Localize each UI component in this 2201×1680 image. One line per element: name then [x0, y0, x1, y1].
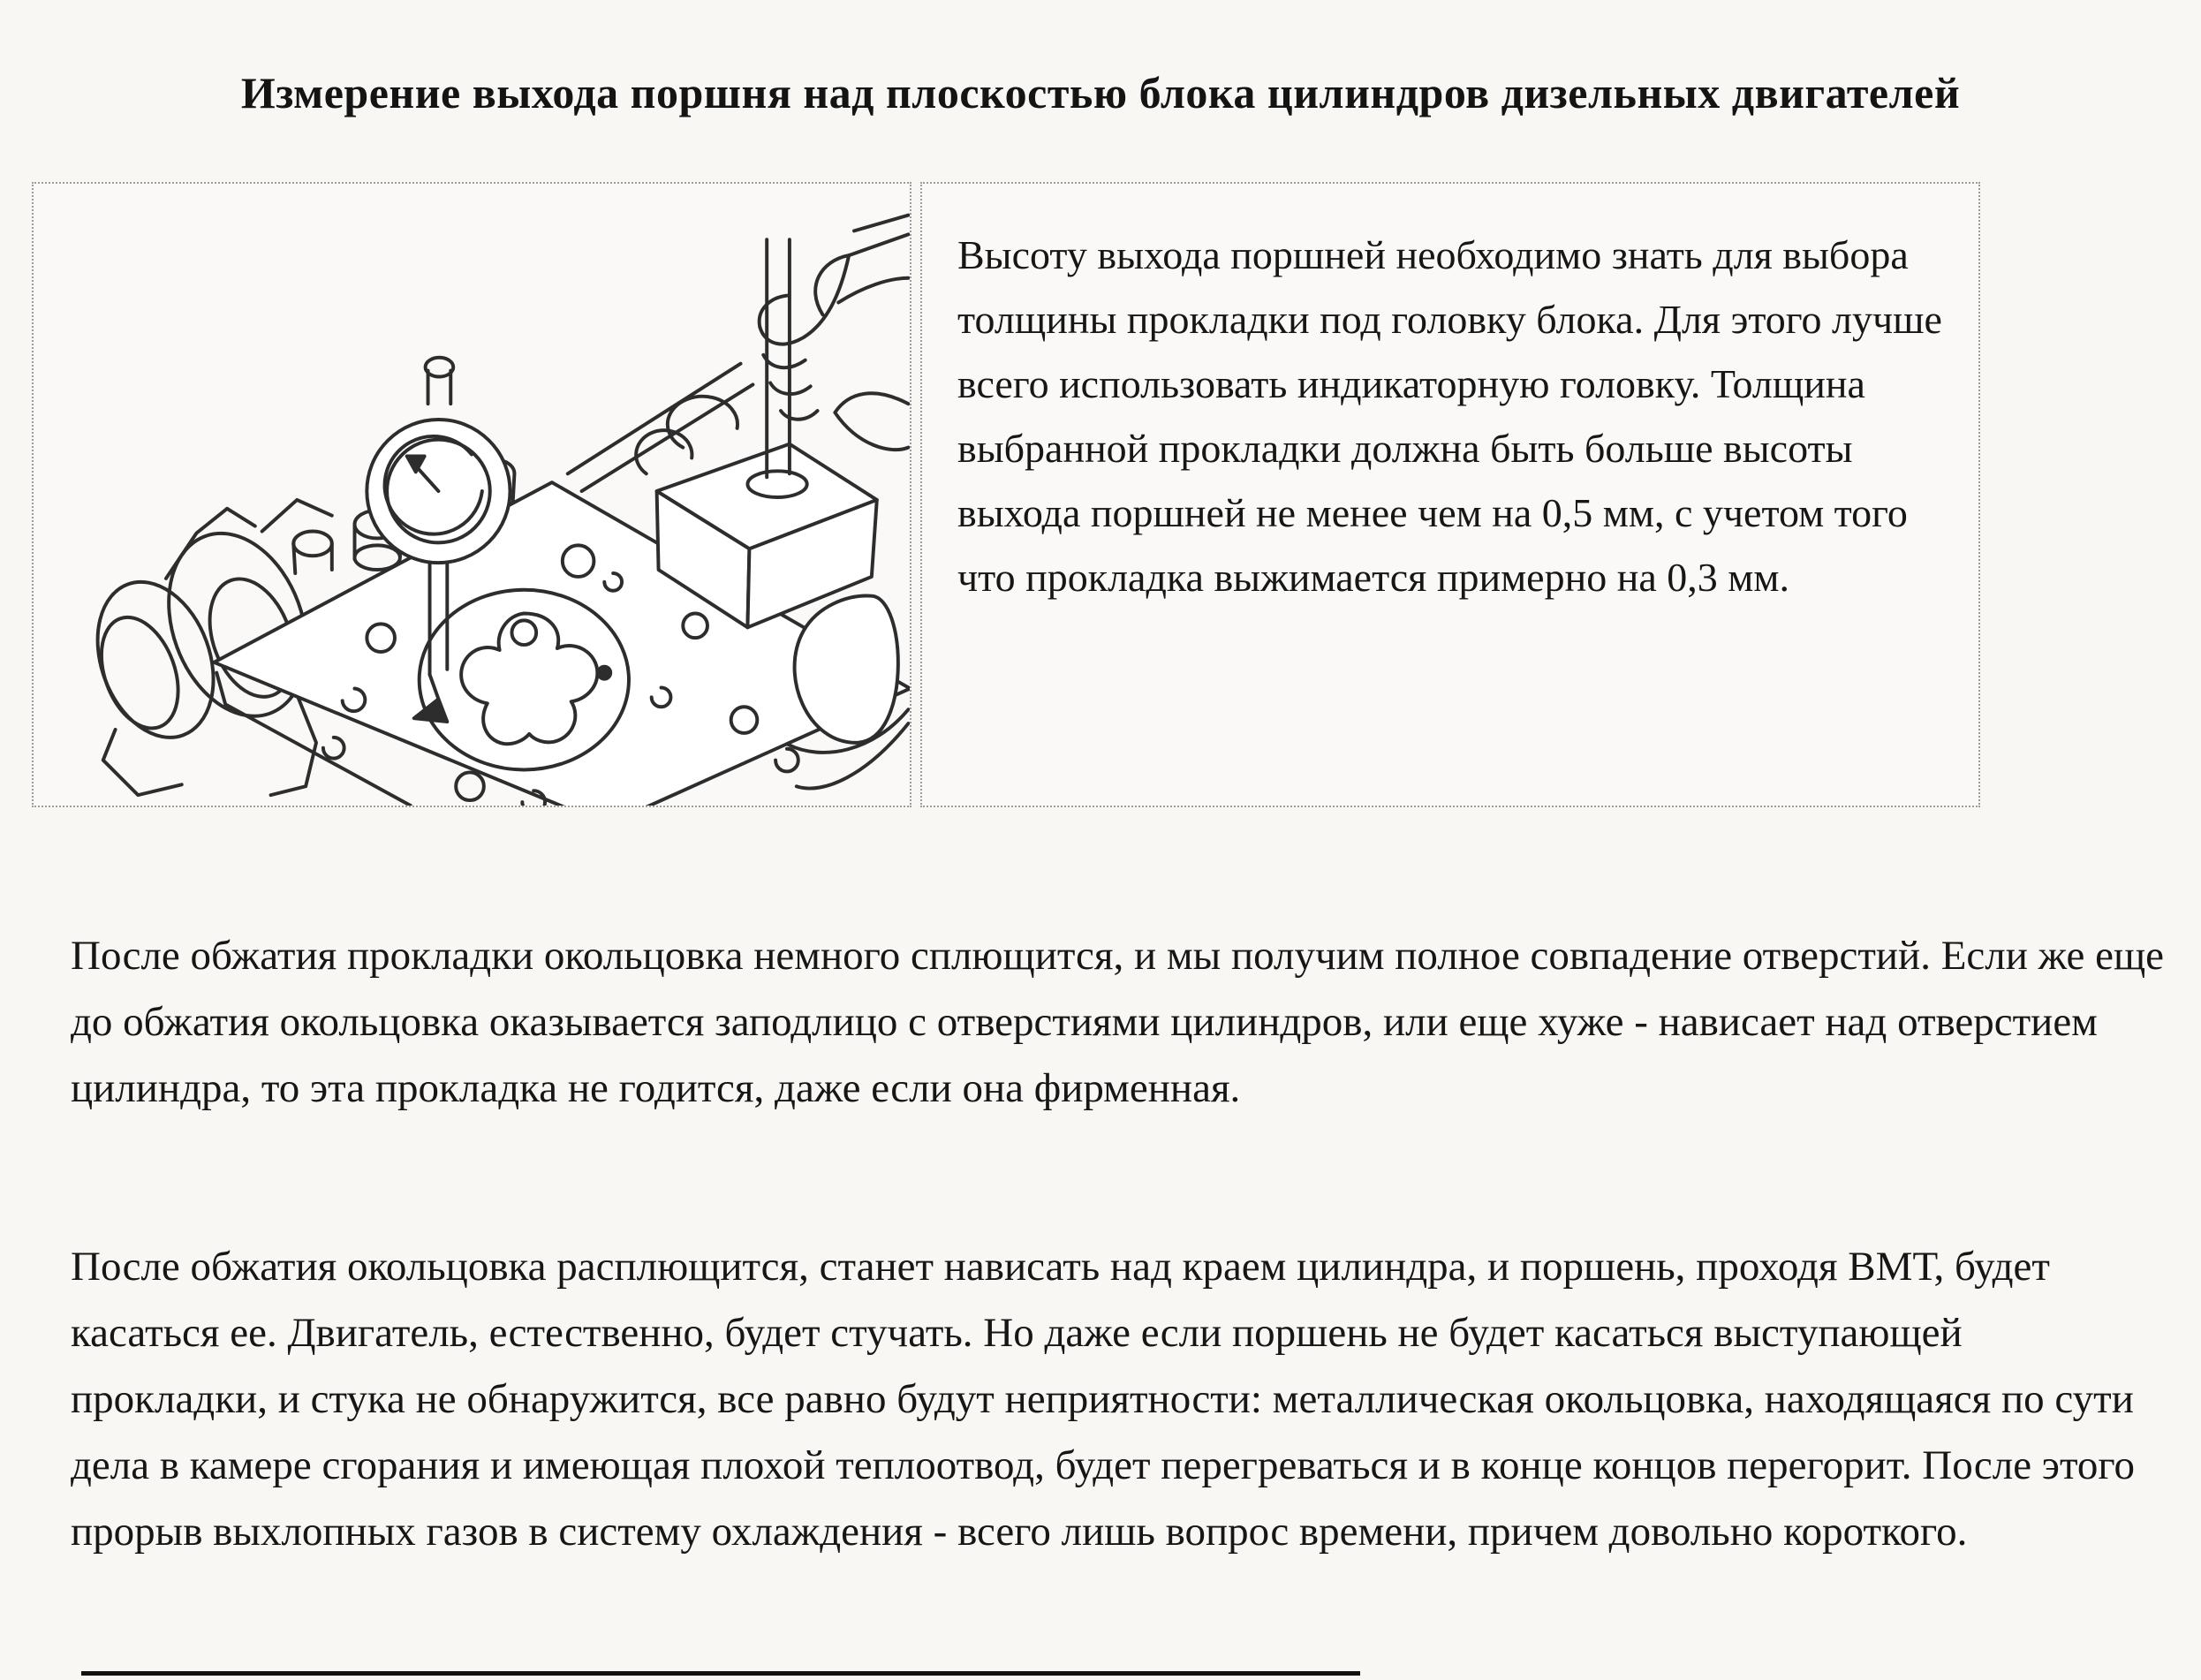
engine-measurement-illustration: [34, 184, 910, 806]
paragraph-gasket-fit: После обжатия прокладки окольцовка немного сплющится, и мы получим полное совпадение отверстий. Если же еще до обжатия окольцовка оказывается заподлицо с отверстиями цилиндров, или еще хуже - нависает над отверстием цилиндра, то эта прокладка не годится, даже если она фирменная.: [71, 933, 2165, 1111]
info-box: [920, 182, 1980, 807]
scan-artifact-line: [81, 1671, 1360, 1676]
figure-box: [32, 182, 911, 807]
paragraph-overheating-warning: После обжатия окольцовка расплющится, станет нависать над краем цилиндра, и поршень, проходя ВМТ, будет касаться ее. Двигатель, естественно, будет стучать. Но даже если поршень не будет касаться выступающей прокладки, и стука не обнаружится, все равно будут неприятности: металлическая окольцовка, находящаяся по сути дела в камере сгорания и имеющая плохой теплоотвод, будет перегреваться и в конце концов перегорит. После этого прорыв выхлопных газов в систему охлаждения - всего лишь вопрос времени, причем довольно короткого.: [71, 1244, 2136, 1555]
page-title: Измерение выхода поршня над плоскостью блока цилиндров дизельных двигателей: [240, 67, 1961, 117]
info-box-text: Высоту выхода поршней необходимо знать для выбора толщины прокладки под головку блока. Для этого лучше всего использовать индикаторную головку. Толщина выбранной прокладки должна быть больше высоты выхода поршней не менее чем на 0,5 мм, с учетом того что прокладка выжимается примерно на 0,3 мм.: [957, 232, 1942, 600]
